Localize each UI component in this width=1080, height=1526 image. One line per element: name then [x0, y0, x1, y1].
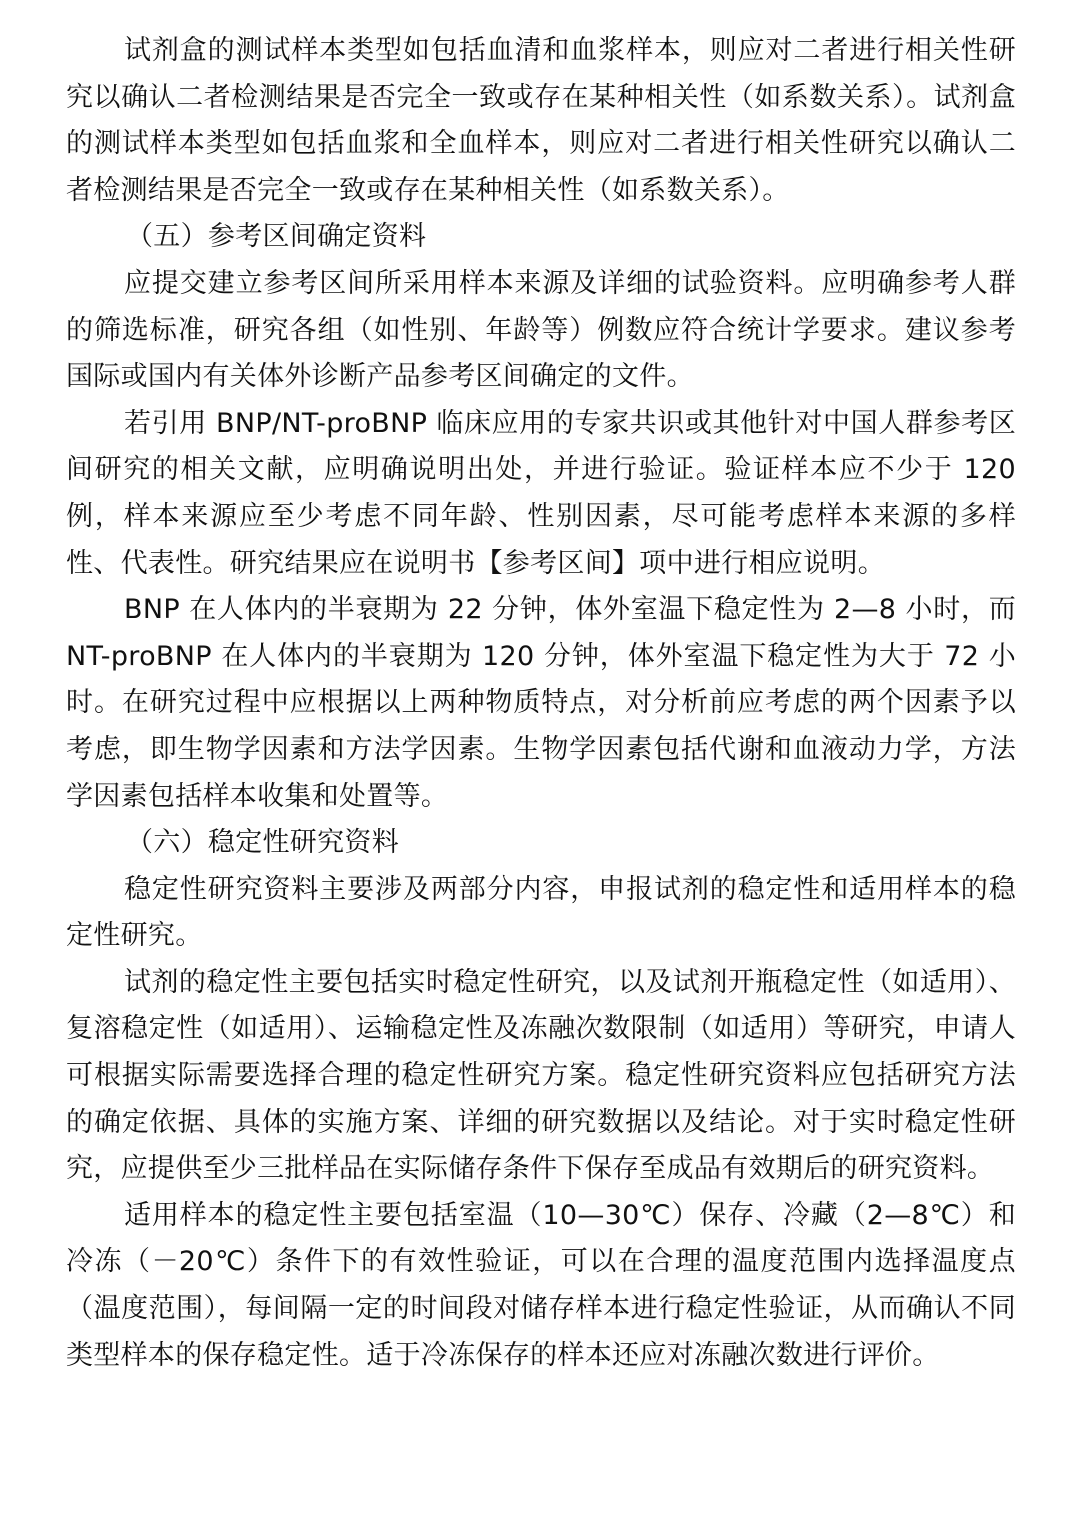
paragraph-sample-stability: 适用样本的稳定性主要包括室温（10—30℃）保存、冷藏（2—8℃）和冷冻（－20℃）条件下的有效性验证，可以在合理的温度范围内选择温度点（温度范围），每间隔一定的时间段对储存样本进行稳定性验证，从而确认不同类型样本的保存稳定性。适于冷冻保存的样本还应对冻融次数进行评价。 — [66, 1199, 1016, 1371]
paragraph-stability-overview: 稳定性研究资料主要涉及两部分内容，申报试剂的稳定性和适用样本的稳定性研究。 — [66, 873, 1016, 952]
section-heading-stability: （六）稳定性研究资料 — [126, 827, 399, 859]
paragraph-sample-correlation: 试剂盒的测试样本类型如包括血清和血浆样本，则应对二者进行相关性研究以确认二者检测结果是否完全一致或存在某种相关性（如系数关系）。试剂盒的测试样本类型如包括血浆和全血样本，则应对二者进行相关性研究以确认二者检测结果是否完全一致或存在某种相关性（如系数关系）。 — [66, 35, 1016, 206]
paragraph-expert-consensus: 若引用 BNP/NT-proBNP 临床应用的专家共识或其他针对中国人群参考区间研究的相关文献，应明确说明出处，并进行验证。验证样本应不少于 120 例，样本来源应至少考虑不同年龄、性别因素，尽可能考虑样本来源的多样性、代表性。研究结果应在说明书【参考区间】项中进行相应说明。 — [66, 407, 1016, 579]
document-body — [66, 28, 1016, 1379]
section-heading-reference-interval: （五）参考区间确定资料 — [126, 221, 427, 253]
paragraph-half-life: BNP 在人体内的半衰期为 22 分钟，体外室温下稳定性为 2—8 小时，而 NT-proBNP 在人体内的半衰期为 120 分钟，体外室温下稳定性为大于 72 小时。在研究过程中应根据以上两种物质特点，对分析前应考虑的两个因素予以考虑，即生物学因素和方法学因素。生物学因素包括代谢和血液动力学，方法学因素包括样本收集和处置等。 — [66, 594, 1016, 812]
paragraph-reference-interval-data: 应提交建立参考区间所采用样本来源及详细的试验资料。应明确参考人群的筛选标准，研究各组（如性别、年龄等）例数应符合统计学要求。建议参考国际或国内有关体外诊断产品参考区间确定的文件。 — [66, 267, 1016, 393]
paragraph-reagent-stability: 试剂的稳定性主要包括实时稳定性研究，以及试剂开瓶稳定性（如适用）、复溶稳定性（如适用）、运输稳定性及冻融次数限制（如适用）等研究，申请人可根据实际需要选择合理的稳定性研究方案。稳定性研究资料应包括研究方法的确定依据、具体的实施方案、详细的研究数据以及结论。对于实时稳定性研究，应提供至少三批样品在实际储存条件下保存至成品有效期后的研究资料。 — [66, 966, 1016, 1185]
